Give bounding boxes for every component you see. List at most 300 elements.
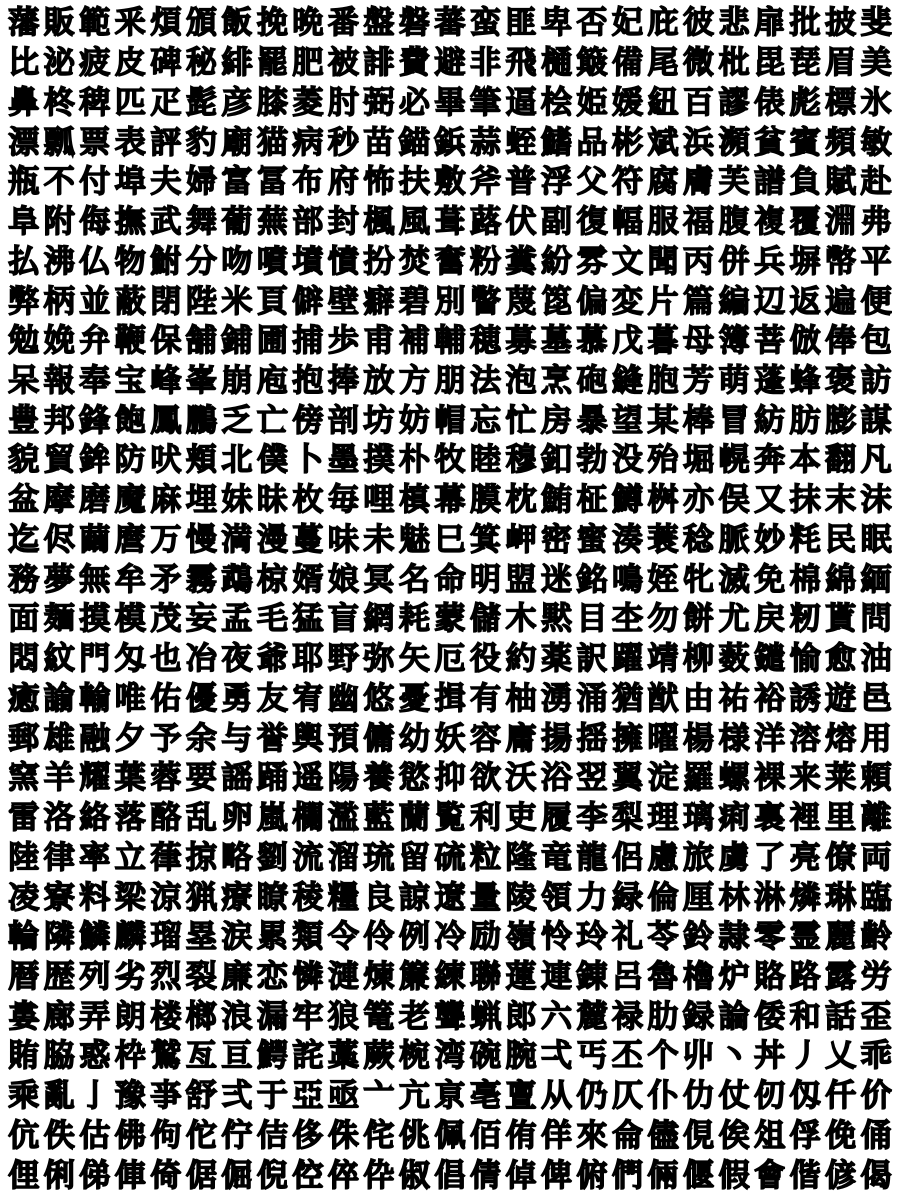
kanji-character: 耗 <box>398 601 430 638</box>
kanji-character: 舗 <box>185 323 217 360</box>
kanji-character: 茂 <box>150 601 182 638</box>
kanji-character: 吻 <box>221 243 253 280</box>
kanji-character: 佰 <box>469 1117 501 1154</box>
kanji-character: 幅 <box>612 204 644 241</box>
kanji-character: 膜 <box>469 482 501 519</box>
kanji-character: 靖 <box>647 641 679 678</box>
kanji-row <box>6 441 894 481</box>
kanji-character: 奔 <box>754 442 786 479</box>
kanji-character: 淀 <box>647 760 679 797</box>
kanji-character: 殆 <box>647 442 679 479</box>
kanji-character: 木 <box>505 601 537 638</box>
kanji-character: 耀 <box>79 760 111 797</box>
kanji-character: 略 <box>221 839 253 876</box>
kanji-character: 父 <box>576 164 608 201</box>
kanji-character: 眠 <box>860 521 892 558</box>
kanji-character: 餅 <box>683 601 715 638</box>
kanji-character: 療 <box>221 879 253 916</box>
kanji-character: 聞 <box>647 243 679 280</box>
kanji-character: 伜 <box>363 1157 395 1194</box>
kanji-character: 枇 <box>718 45 750 82</box>
kanji-character: 來 <box>576 1117 608 1154</box>
kanji-character: 劣 <box>114 958 146 995</box>
kanji-character: 亊 <box>150 1078 182 1115</box>
kanji-character: 壁 <box>327 283 359 320</box>
kanji-character: 秒 <box>327 124 359 161</box>
kanji-character: 桧 <box>540 84 572 121</box>
kanji-character: 糧 <box>327 879 359 916</box>
kanji-character: 謬 <box>718 84 750 121</box>
kanji-character: 俣 <box>718 482 750 519</box>
kanji-character: 庖 <box>256 362 288 399</box>
kanji-character: 訪 <box>860 362 892 399</box>
kanji-character: 丙 <box>683 243 715 280</box>
kanji-character: 伶 <box>363 919 395 956</box>
kanji-character: 寮 <box>43 879 75 916</box>
kanji-character: 文 <box>612 243 644 280</box>
kanji-character: 翌 <box>576 760 608 797</box>
kanji-character: 防 <box>114 442 146 479</box>
kanji-character: 保 <box>150 323 182 360</box>
kanji-character: 販 <box>43 5 75 42</box>
kanji-character: 篭 <box>363 998 395 1035</box>
kanji-character: 滅 <box>718 561 750 598</box>
kanji-character: 流 <box>292 839 324 876</box>
kanji-character: 脈 <box>718 521 750 558</box>
kanji-character: 鱒 <box>612 482 644 519</box>
kanji-character: 堀 <box>683 442 715 479</box>
kanji-character: 偏 <box>576 283 608 320</box>
kanji-character: 錨 <box>398 124 430 161</box>
kanji-character: 様 <box>718 720 750 757</box>
kanji-character: 佝 <box>150 1117 182 1154</box>
kanji-character: 附 <box>43 204 75 241</box>
kanji-character: 編 <box>718 283 750 320</box>
kanji-character: 瞭 <box>256 879 288 916</box>
kanji-character: 鰐 <box>256 1038 288 1075</box>
kanji-row <box>6 759 894 799</box>
kanji-character: 力 <box>576 879 608 916</box>
kanji-character: 慢 <box>185 521 217 558</box>
kanji-character: 母 <box>683 323 715 360</box>
kanji-character: 丕 <box>612 1038 644 1075</box>
kanji-character: 侶 <box>612 839 644 876</box>
kanji-character: 倨 <box>185 1157 217 1194</box>
kanji-character: 豫 <box>114 1078 146 1115</box>
kanji-character: 類 <box>292 919 324 956</box>
kanji-character: 墳 <box>292 243 324 280</box>
kanji-character: 塀 <box>789 243 821 280</box>
kanji-character: 法 <box>469 362 501 399</box>
kanji-character: 鱗 <box>79 919 111 956</box>
kanji-character: 裕 <box>754 680 786 717</box>
kanji-character: 約 <box>505 641 537 678</box>
kanji-character: 捧 <box>327 362 359 399</box>
kanji-character: 六 <box>540 998 572 1035</box>
kanji-character: 侮 <box>79 204 111 241</box>
kanji-character: 容 <box>469 720 501 757</box>
kanji-character: 累 <box>256 919 288 956</box>
kanji-character: 毛 <box>256 601 288 638</box>
kanji-row <box>6 1156 894 1196</box>
kanji-character: 鈴 <box>683 919 715 956</box>
kanji-character: 亡 <box>256 402 288 439</box>
kanji-character: 鋒 <box>79 402 111 439</box>
kanji-character: 頼 <box>860 760 892 797</box>
kanji-character: 武 <box>150 204 182 241</box>
kanji-character: 否 <box>576 5 608 42</box>
kanji-character: 覧 <box>434 800 466 837</box>
kanji-character: 倡 <box>434 1157 466 1194</box>
kanji-character: 報 <box>43 362 75 399</box>
kanji-character: 歴 <box>43 958 75 995</box>
kanji-character: 詫 <box>292 1038 324 1075</box>
kanji-character: 乏 <box>221 402 253 439</box>
kanji-character: 幽 <box>327 680 359 717</box>
kanji-character: 漫 <box>256 521 288 558</box>
kanji-row <box>6 123 894 163</box>
kanji-character: 摩 <box>43 482 75 519</box>
kanji-character: 倅 <box>327 1157 359 1194</box>
kanji-character: 槙 <box>398 482 430 519</box>
kanji-character: 會 <box>754 1157 786 1194</box>
kanji-character: 冶 <box>185 641 217 678</box>
kanji-character: 鵡 <box>221 561 253 598</box>
kanji-character: 扮 <box>363 243 395 280</box>
kanji-character: 表 <box>114 124 146 161</box>
kanji-character: 薬 <box>540 641 572 678</box>
kanji-character: 緋 <box>221 45 253 82</box>
kanji-character: 凌 <box>8 879 40 916</box>
kanji-character: 浮 <box>540 164 572 201</box>
kanji-character: 庇 <box>647 5 679 42</box>
kanji-character: 募 <box>505 323 537 360</box>
kanji-character: 埋 <box>185 482 217 519</box>
kanji-character: 踊 <box>256 760 288 797</box>
kanji-character: 紋 <box>43 641 75 678</box>
kanji-character: 也 <box>150 641 182 678</box>
kanji-character: 払 <box>8 243 40 280</box>
kanji-character: 躍 <box>612 641 644 678</box>
kanji-character: 服 <box>647 204 679 241</box>
kanji-character: 役 <box>469 641 501 678</box>
kanji-character: 烈 <box>150 958 182 995</box>
kanji-character: 藁 <box>327 1038 359 1075</box>
kanji-character: 扉 <box>754 5 786 42</box>
kanji-character: 律 <box>43 839 75 876</box>
kanji-character: 假 <box>718 1157 750 1194</box>
kanji-character: 蔽 <box>114 283 146 320</box>
kanji-character: 頒 <box>185 5 217 42</box>
kanji-character: 密 <box>540 521 572 558</box>
kanji-character: 肘 <box>327 84 359 121</box>
kanji-character: 未 <box>363 521 395 558</box>
kanji-character: 阜 <box>8 204 40 241</box>
kanji-character: 弗 <box>860 204 892 241</box>
kanji-character: 們 <box>612 1157 644 1194</box>
kanji-character: 戻 <box>754 601 786 638</box>
kanji-character: 賂 <box>754 958 786 995</box>
kanji-character: 忘 <box>469 402 501 439</box>
kanji-character: 杢 <box>612 601 644 638</box>
kanji-character: 腹 <box>718 204 750 241</box>
kanji-character: 仂 <box>683 1078 715 1115</box>
kanji-character: 兵 <box>754 243 786 280</box>
kanji-row <box>6 997 894 1037</box>
kanji-character: 倩 <box>469 1157 501 1194</box>
kanji-character: 柄 <box>43 283 75 320</box>
kanji-character: 俶 <box>398 1157 430 1194</box>
kanji-character: 豊 <box>8 402 40 439</box>
kanji-character: 俚 <box>8 1157 40 1194</box>
kanji-character: 郵 <box>8 720 40 757</box>
kanji-character: 乂 <box>825 1038 857 1075</box>
kanji-character: 麗 <box>825 919 857 956</box>
kanji-row <box>6 322 894 362</box>
kanji-character: 夜 <box>221 641 253 678</box>
kanji-character: 侏 <box>327 1117 359 1154</box>
kanji-character: 麓 <box>576 998 608 1035</box>
kanji-character: 夕 <box>114 720 146 757</box>
kanji-character: 溜 <box>327 839 359 876</box>
kanji-character: 吏 <box>505 800 537 837</box>
kanji-character: 慮 <box>647 839 679 876</box>
kanji-character: 妄 <box>185 601 217 638</box>
kanji-character: 俤 <box>79 1157 111 1194</box>
kanji-character: 臨 <box>860 879 892 916</box>
kanji-character: 烹 <box>540 362 572 399</box>
kanji-character: 門 <box>79 641 111 678</box>
kanji-character: 梨 <box>612 800 644 837</box>
kanji-character: 硫 <box>434 839 466 876</box>
kanji-character: 領 <box>540 879 572 916</box>
kanji-character: 湾 <box>434 1038 466 1075</box>
kanji-character: 罷 <box>256 45 288 82</box>
kanji-character: 牟 <box>114 561 146 598</box>
kanji-character: 柳 <box>683 641 715 678</box>
kanji-character: 弍 <box>221 1078 253 1115</box>
kanji-character: 侭 <box>43 521 75 558</box>
kanji-character: 諒 <box>398 879 430 916</box>
kanji-character: 墨 <box>327 442 359 479</box>
kanji-character: 撲 <box>363 442 395 479</box>
kanji-character: 蝋 <box>469 998 501 1035</box>
kanji-character: 頻 <box>825 124 857 161</box>
kanji-character: 仏 <box>79 243 111 280</box>
kanji-character: 戊 <box>612 323 644 360</box>
kanji-character: 朴 <box>398 442 430 479</box>
kanji-character: 閉 <box>150 283 182 320</box>
kanji-character: 沃 <box>505 760 537 797</box>
kanji-character: 由 <box>683 680 715 717</box>
kanji-character: 枕 <box>505 482 537 519</box>
kanji-character: 陵 <box>505 879 537 916</box>
kanji-character: 養 <box>363 760 395 797</box>
kanji-character: 朗 <box>114 998 146 1035</box>
kanji-character: 孟 <box>221 601 253 638</box>
kanji-character: 盟 <box>505 561 537 598</box>
kanji-character: 蕪 <box>256 204 288 241</box>
kanji-character: 瀕 <box>718 124 750 161</box>
kanji-row <box>6 560 894 600</box>
kanji-character: 用 <box>860 720 892 757</box>
kanji-character: 祐 <box>718 680 750 717</box>
kanji-character: 両 <box>860 839 892 876</box>
kanji-character: 枚 <box>292 482 324 519</box>
kanji-character: 仄 <box>612 1078 644 1115</box>
kanji-character: 悠 <box>363 680 395 717</box>
kanji-character: 模 <box>114 601 146 638</box>
kanji-character: 蕗 <box>469 204 501 241</box>
kanji-row <box>6 958 894 998</box>
kanji-character: 抱 <box>292 362 324 399</box>
kanji-character: 鋲 <box>434 124 466 161</box>
kanji-character: 賄 <box>8 1038 40 1075</box>
kanji-character: 蒜 <box>469 124 501 161</box>
kanji-character: 鮪 <box>540 482 572 519</box>
kanji-character: 網 <box>363 601 395 638</box>
kanji-character: 務 <box>8 561 40 598</box>
kanji-character: 備 <box>612 45 644 82</box>
kanji-character: 墓 <box>540 323 572 360</box>
kanji-character: 融 <box>79 720 111 757</box>
kanji-character: 立 <box>114 839 146 876</box>
kanji-character: 必 <box>398 84 430 121</box>
kanji-character: 偕 <box>789 1157 821 1194</box>
kanji-character: 媛 <box>612 84 644 121</box>
kanji-character: 吠 <box>150 442 182 479</box>
kanji-character: 録 <box>683 998 715 1035</box>
kanji-character: 紐 <box>647 84 679 121</box>
kanji-character: 露 <box>825 958 857 995</box>
kanji-character: 丐 <box>576 1038 608 1075</box>
kanji-character: 陽 <box>327 760 359 797</box>
kanji-character: 余 <box>185 720 217 757</box>
kanji-character: 猫 <box>256 124 288 161</box>
kanji-character: 欲 <box>469 760 501 797</box>
kanji-character: 幕 <box>434 482 466 519</box>
kanji-character: 乱 <box>185 800 217 837</box>
kanji-character: 弌 <box>540 1038 572 1075</box>
kanji-character: 碗 <box>469 1038 501 1075</box>
kanji-character: 葺 <box>434 204 466 241</box>
kanji-character: 膚 <box>683 164 715 201</box>
kanji-character: 目 <box>576 601 608 638</box>
kanji-character: 芳 <box>683 362 715 399</box>
kanji-character: 亳 <box>469 1078 501 1115</box>
kanji-character: 皮 <box>114 45 146 82</box>
kanji-character: 勿 <box>647 601 679 638</box>
kanji-character: 糞 <box>505 243 537 280</box>
kanji-row <box>6 481 894 521</box>
kanji-character: 優 <box>185 680 217 717</box>
kanji-character: 免 <box>754 561 786 598</box>
kanji-character: 票 <box>79 124 111 161</box>
kanji-character: 涼 <box>150 879 182 916</box>
kanji-character: 諭 <box>43 680 75 717</box>
kanji-character: 房 <box>540 402 572 439</box>
kanji-character: 万 <box>150 521 182 558</box>
kanji-character: 包 <box>860 323 892 360</box>
kanji-character: 倬 <box>505 1157 537 1194</box>
kanji-character: 倚 <box>150 1157 182 1194</box>
kanji-character: 丶 <box>718 1038 750 1075</box>
kanji-character: 部 <box>292 204 324 241</box>
kanji-character: 粉 <box>469 243 501 280</box>
kanji-character: 棒 <box>683 402 715 439</box>
kanji-character: 侈 <box>292 1117 324 1154</box>
kanji-character: 偃 <box>683 1157 715 1194</box>
kanji-character: 仟 <box>825 1078 857 1115</box>
kanji-character: 婿 <box>292 561 324 598</box>
kanji-character: 比 <box>8 45 40 82</box>
kanji-character: 彼 <box>683 5 715 42</box>
kanji-character: 碑 <box>150 45 182 82</box>
kanji-character: 盲 <box>327 601 359 638</box>
kanji-character: 府 <box>327 164 359 201</box>
kanji-character: 某 <box>647 402 679 439</box>
kanji-row <box>6 878 894 918</box>
kanji-character: 蓮 <box>505 958 537 995</box>
kanji-character: 辺 <box>754 283 786 320</box>
kanji-character: 彦 <box>221 84 253 121</box>
kanji-character: 貰 <box>825 601 857 638</box>
kanji-character: 鋪 <box>221 323 253 360</box>
kanji-character: 繭 <box>79 521 111 558</box>
kanji-character: 涙 <box>221 919 253 956</box>
kanji-character: 俔 <box>683 1117 715 1154</box>
kanji-character: 劉 <box>256 839 288 876</box>
kanji-character: 仭 <box>789 1078 821 1115</box>
kanji-character: 甫 <box>363 323 395 360</box>
kanji-character: 亢 <box>398 1078 430 1115</box>
kanji-row <box>6 918 894 958</box>
kanji-character: 欄 <box>292 800 324 837</box>
kanji-character: 娘 <box>327 561 359 598</box>
kanji-character: 埠 <box>114 164 146 201</box>
kanji-character: 鳴 <box>612 561 644 598</box>
kanji-character: 輪 <box>8 919 40 956</box>
kanji-character: 桝 <box>647 482 679 519</box>
kanji-row <box>6 282 894 322</box>
kanji-character: 僚 <box>825 839 857 876</box>
kanji-character: 酪 <box>150 800 182 837</box>
kanji-character: 樋 <box>540 45 572 82</box>
kanji-character: 蔑 <box>505 283 537 320</box>
kanji-character: 鉾 <box>79 442 111 479</box>
kanji-character: 斧 <box>469 164 501 201</box>
kanji-character: 返 <box>789 283 821 320</box>
kanji-character: 摸 <box>79 601 111 638</box>
kanji-character: 蛭 <box>505 124 537 161</box>
kanji-character: 禄 <box>612 998 644 1035</box>
kanji-character: 訳 <box>576 641 608 678</box>
kanji-character: 歩 <box>327 323 359 360</box>
kanji-character: 鼻 <box>8 84 40 121</box>
kanji-character: 敷 <box>434 164 466 201</box>
kanji-character: 帽 <box>434 402 466 439</box>
kanji-character: 琉 <box>363 839 395 876</box>
kanji-character: 魅 <box>398 521 430 558</box>
kanji-character: 篇 <box>683 283 715 320</box>
kanji-character: 蛮 <box>469 5 501 42</box>
kanji-character: 不 <box>43 164 75 201</box>
kanji-character: 誹 <box>363 45 395 82</box>
kanji-character: 魯 <box>647 958 679 995</box>
kanji-character: 溶 <box>789 720 821 757</box>
kanji-character: 枠 <box>114 1038 146 1075</box>
kanji-row <box>6 44 894 84</box>
